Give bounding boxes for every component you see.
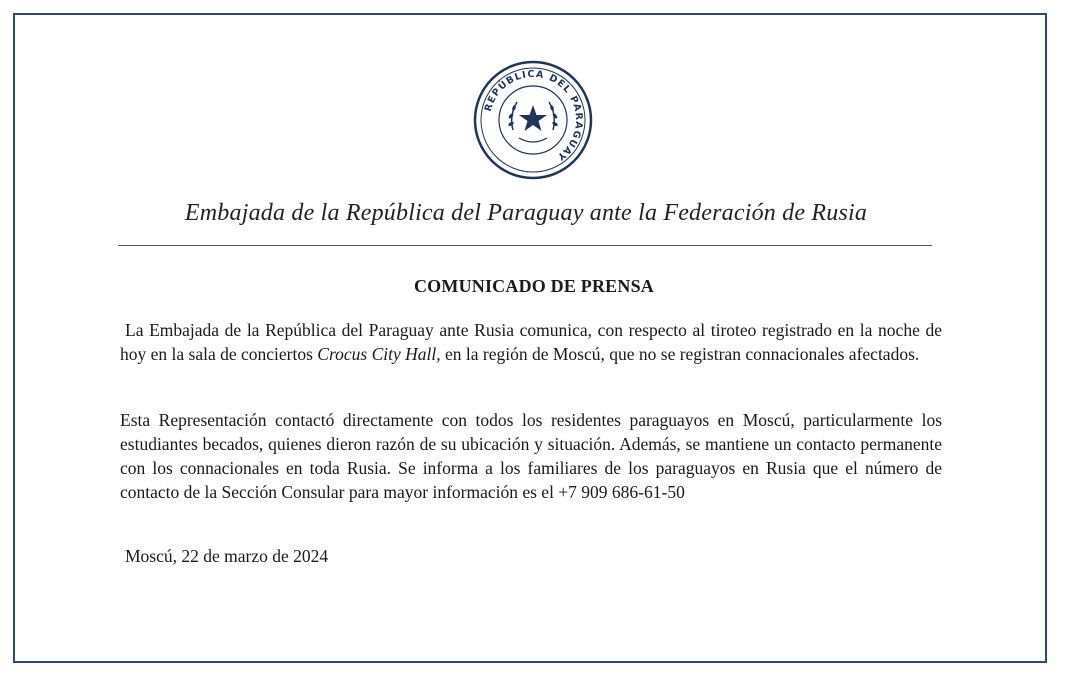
embassy-letterhead: Embajada de la República del Paraguay ante la Federación de Rusia <box>184 200 868 226</box>
date-line: Moscú, 22 de marzo de 2024 <box>125 546 329 566</box>
venue-name: Crocus City Hall, <box>317 344 441 364</box>
paragraph-1-part-2: en la región de Moscú, que no se registran connacionales afectados. <box>440 344 920 364</box>
paragraph-1-part-1: La Embajada de la República del Paraguay ante Rusia comunica, con respecto al tiroteo registrado en la noche de hoy en la sala de conciertos <box>120 320 942 364</box>
seal-text: REPÚBLICA DEL PARAGUAY <box>482 68 585 163</box>
press-release-title: COMUNICADO DE PRENSA <box>413 276 654 296</box>
paragraph-1 <box>120 318 942 366</box>
letterhead-divider <box>118 245 932 246</box>
paraguay-seal-icon <box>473 60 593 180</box>
paragraph-2: Esta Representación contactó directamente con todos los residentes paraguayos en Moscú, particularmente los estudiantes becados, quienes dieron razón de su ubicación y situación. Además, se mantiene un contacto permanente con los connacionales en toda Rusia. Se informa a los familiares de los paraguayos en Rusia que el número de contacto de la Sección Consular para mayor información es el +7 909 686-61-50 <box>120 410 942 502</box>
